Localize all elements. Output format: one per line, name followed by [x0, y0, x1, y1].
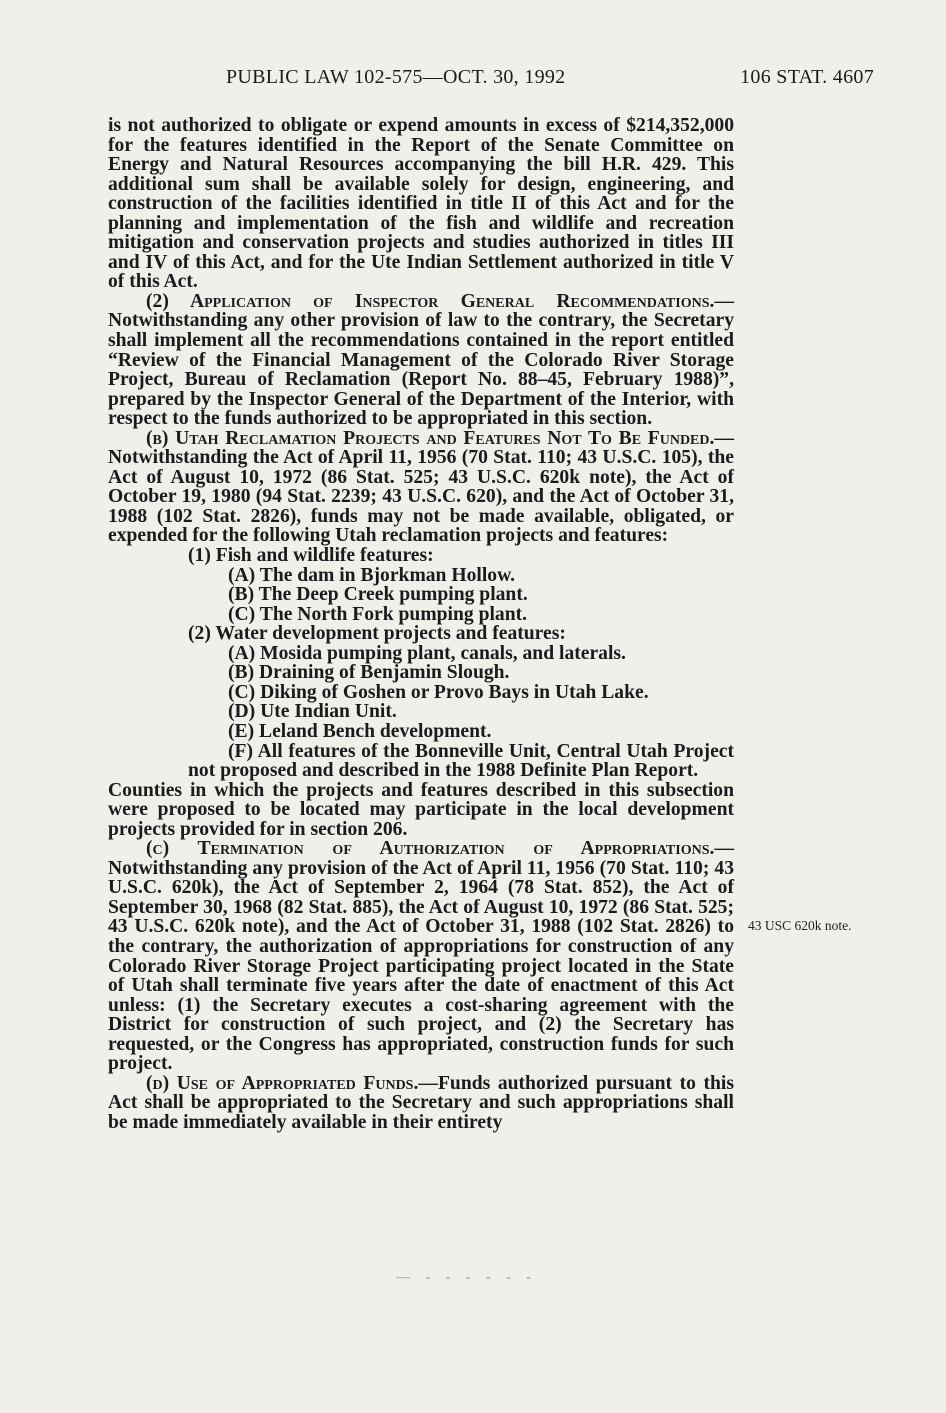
list-item: (A) The dam in Bjorkman Hollow.	[228, 564, 516, 586]
section-heading: (c) Termination of Authorization of Appropriations.—	[146, 838, 734, 860]
paragraph-body: Notwithstanding any provision of the Act of April 11, 1956 (70 Stat. 110; 43 U.S.C. 620k), the Act of September 2, 1964 (78 Stat. 852), the Act of September 30, 1968 (82 Stat. 885), the Act of August 10, 1972 (86 Stat. 525; 43 U.S.C. 620k note), and the Act of October 31, 1988 (102 Stat. 2826) to the contrary, the authorization of appropriations for construction of any Colorado River Storage Project participating project located in the State of Utah shall terminate five years after the date of enactment of this Act unless: (1) the Secretary executes a cost-sharing agreement with the District for construction of such project, and (2) the Secretary has requested, or the Congress has appropriated, construction funds for such project.	[108, 857, 734, 1075]
paragraph-inspector-general	[108, 292, 734, 429]
list-item: (C) The North Fork pumping plant.	[228, 603, 528, 625]
body-text	[108, 116, 734, 1132]
page-number: 106 STAT. 4607	[740, 66, 874, 88]
paragraph-continuation: is not authorized to obligate or expend amounts in excess of $214,352,000 for the features identified in the Report of the Senate Committee on Energy and Natural Resources accompanying the bill H.R. 429. This additional sum shall be available solely for design, engineering, and construction of the facilities identified in title II of this Act and for the planning and implementation of the fish and wildlife and recreation mitigation and conservation projects and studies authorized in titles III and IV of this Act, and for the Ute Indian Settlement authorized in title V of this Act.	[108, 115, 734, 293]
list-item: (C) Diking of Goshen or Provo Bays in Utah Lake.	[228, 681, 649, 703]
running-title: PUBLIC LAW 102-575—OCT. 30, 1992	[226, 66, 566, 88]
list-title: (1) Fish and wildlife features:	[188, 545, 434, 567]
list-item: (B) Draining of Benjamin Slough.	[228, 662, 510, 684]
paragraph-subsection-d	[108, 1074, 734, 1133]
paragraph-subsection-b	[108, 429, 734, 546]
list-item: (E) Leland Bench development.	[228, 720, 492, 742]
page-header	[108, 66, 874, 96]
list-item: (B) The Deep Creek pumping plant.	[228, 584, 528, 606]
paragraph-body: Funds authorized pursuant to this Act shall be appropriated to the Secretary and such appropriations shall be made immediately available in their entirety	[108, 1072, 734, 1133]
paragraph-subsection-c	[108, 839, 734, 1074]
list-item: (F) All features of the Bonneville Unit, Central Utah Project not proposed and described in the 1988 Definite Plan Report.	[188, 740, 734, 782]
section-heading: (d) Use of Appropriated Funds.—	[146, 1072, 438, 1094]
paragraph-counties: Counties in which the projects and features described in this subsection were proposed to be located may participate in the local development projects provided for in section 206.	[108, 779, 734, 840]
list-title: (2) Water development projects and features:	[188, 623, 566, 645]
section-heading: (2) Application of Inspector General Recommendations.—	[146, 290, 734, 312]
margin-note: 43 USC 620k note.	[748, 918, 852, 933]
paragraph-body: Notwithstanding the Act of April 11, 1956 (70 Stat. 110; 43 U.S.C. 105), the Act of August 10, 1972 (86 Stat. 525; 43 U.S.C. 620k note), the Act of October 19, 1980 (94 Stat. 2239; 43 U.S.C. 620), and the Act of October 31, 1988 (102 Stat. 2826), funds may not be made available, obligated, or expended for the following Utah reclamation projects and features:	[108, 447, 734, 547]
section-heading: (b) Utah Reclamation Projects and Features Not To Be Funded.—	[146, 427, 734, 449]
list-item: (A) Mosida pumping plant, canals, and laterals.	[228, 642, 626, 664]
list-item: (D) Ute Indian Unit.	[228, 701, 397, 723]
footer-mark: — - - - - - -	[396, 1270, 537, 1285]
paragraph-body: Notwithstanding any other provision of law to the contrary, the Secretary shall implement all the recommendations contained in the report entitled “Review of the Financial Management of the Colorado River Storage Project, Bureau of Reclamation (Report No. 88–45, February 1988)”, prepared by the Inspector General of the Department of the Interior, with respect to the funds authorized to be appropriated in this section.	[108, 310, 734, 430]
